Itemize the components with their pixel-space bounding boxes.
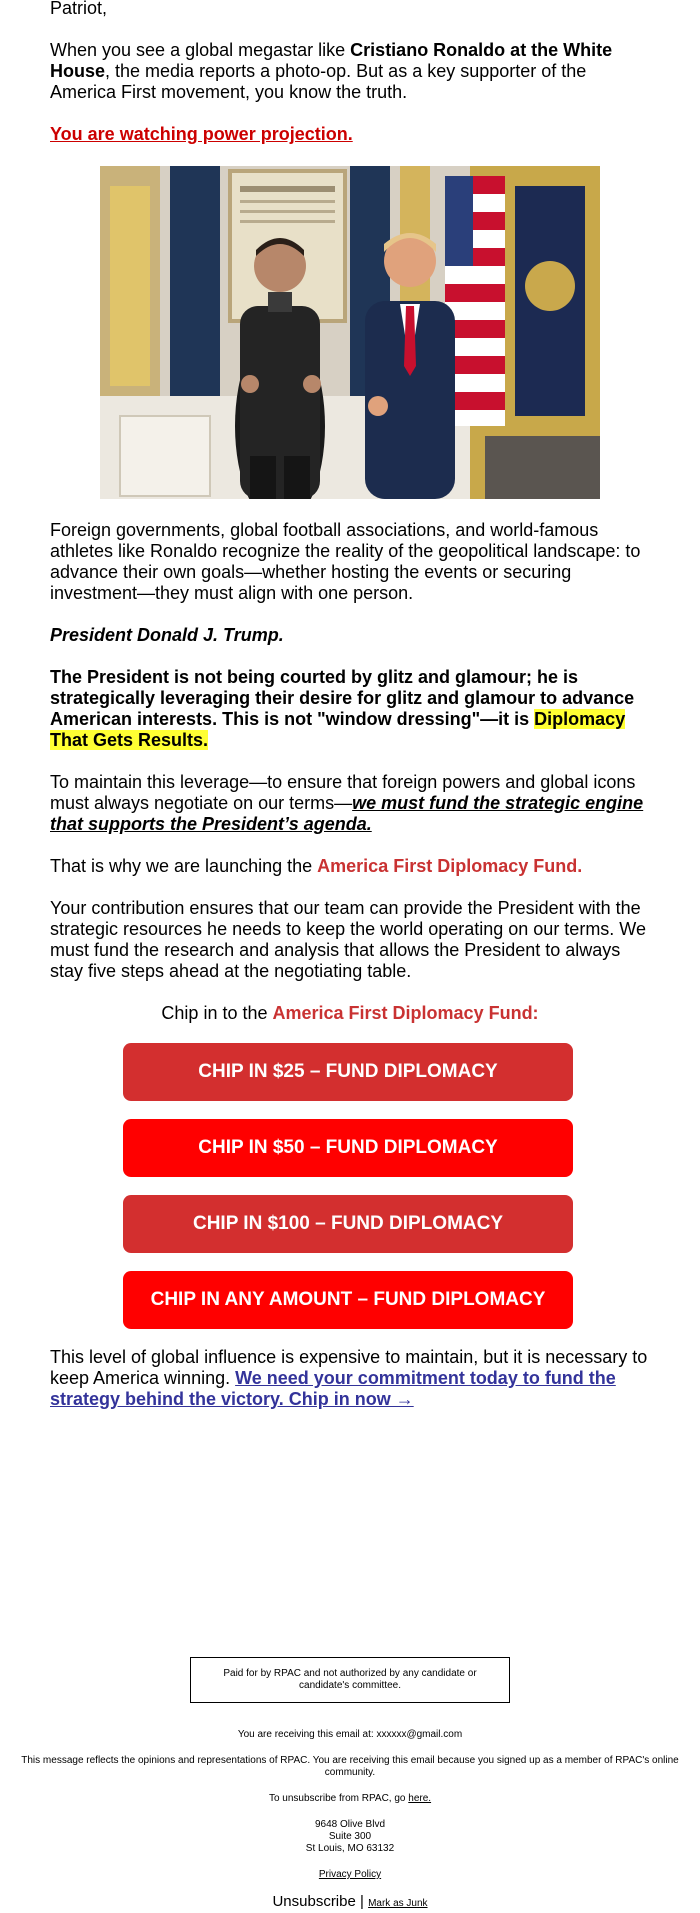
chip-in-100-button[interactable]: CHIP IN $100 – FUND DIPLOMACY: [123, 1195, 573, 1253]
separator: |: [360, 1893, 364, 1910]
mailing-address: [0, 1819, 700, 1855]
chip-in-heading: Chip in to the America First Diplomacy Fund:: [161, 1003, 539, 1023]
mark-as-junk-link[interactable]: Mark as Junk: [368, 1898, 428, 1909]
address-line-2: Suite 300: [328, 1831, 372, 1842]
diplomacy-highlight: Diplomacy That Gets Results.: [50, 709, 626, 750]
address-line-1: 9648 Olive Blvd: [314, 1819, 386, 1830]
greeting: Patriot,: [50, 0, 108, 18]
chip-in-50-button[interactable]: CHIP IN $50 – FUND DIPLOMACY: [123, 1119, 573, 1177]
privacy-policy-link[interactable]: Privacy Policy: [318, 1869, 382, 1880]
power-projection-paragraph: [50, 124, 650, 145]
foreign-governments-paragraph: Foreign governments, global football associations, and world-famous athletes like Ronaldo recognize the reality of the geopolitical landscape: to advance their own goals—whether hosting the events or securing investment—they must align with one person.: [50, 520, 641, 603]
fund-engine-emphasis: we must fund the strategic engine that supports the President’s agenda.: [50, 793, 644, 834]
paid-for-disclaimer: Paid for by RPAC and not authorized by any candidate or candidate's committee.: [190, 1657, 510, 1703]
chip-in-now-link[interactable]: We need your commitment today to fund the strategy behind the victory. Chip in now →: [50, 1368, 616, 1409]
address-line-3: St Louis, MO 63132: [305, 1843, 395, 1854]
unsubscribe-notice: To unsubscribe from RPAC, go here.: [268, 1793, 432, 1804]
chip-in-any-amount-button[interactable]: CHIP IN ANY AMOUNT – FUND DIPLOMACY: [123, 1271, 573, 1329]
chip-fund-name: America First Diplomacy Fund:: [272, 1003, 539, 1023]
intro-bold: Cristiano Ronaldo at the White House: [50, 40, 613, 81]
chip-in-25-button[interactable]: CHIP IN $25 – FUND DIPLOMACY: [123, 1043, 573, 1101]
closing-paragraph: This level of global influence is expensive to maintain, but it is necessary to keep America winning. We need your commitment today to fund the strategy behind the victory. Chip in now →: [50, 1347, 648, 1409]
power-projection-link[interactable]: You are watching power projection.: [50, 124, 353, 144]
opinions-notice: This message reflects the opinions and representations of RPAC. You are receiving this email because you signed up as a member of RPAC's online community.: [21, 1755, 679, 1778]
leverage-paragraph: To maintain this leverage—to ensure that foreign powers and global icons must always negotiate on our terms—we must fund the strategic engine that supports the President’s agenda.: [50, 772, 644, 834]
contribution-paragraph: Your contribution ensures that our team can provide the President with the strategic resources he needs to keep the world operating on our terms. We must fund the research and analysis that allows the President to always stay five steps ahead at the negotiating table.: [50, 898, 646, 981]
fund-name: America First Diplomacy Fund.: [317, 856, 583, 876]
strategy-paragraph: The President is not being courted by glitz and glamour; he is strategically leveraging their desire for glitz and glamour to advance American interests. This is not "window dressing"—it is Diplomacy That Gets Results.: [50, 667, 635, 750]
email-footer: [0, 1657, 700, 1913]
launch-paragraph: That is why we are launching the America First Diplomacy Fund.: [50, 856, 583, 876]
receiving-notice: You are receiving this email at: xxxxxx@gmail.com: [237, 1729, 463, 1740]
unsubscribe-here-link[interactable]: here.: [408, 1793, 432, 1804]
unsubscribe-link[interactable]: Unsubscribe: [272, 1893, 356, 1910]
intro-paragraph: When you see a global megastar like Cristiano Ronaldo at the White House, the media reports a photo-op. But as a key supporter of the America First movement, you know the truth.: [50, 40, 613, 102]
unsubscribe-row: [0, 1893, 700, 1913]
email-body: [50, 0, 650, 1410]
ronaldo-trump-photo: [100, 166, 600, 499]
privacy-row: [0, 1869, 700, 1881]
president-name: President Donald J. Trump.: [50, 625, 284, 645]
donation-buttons: [50, 1043, 650, 1329]
